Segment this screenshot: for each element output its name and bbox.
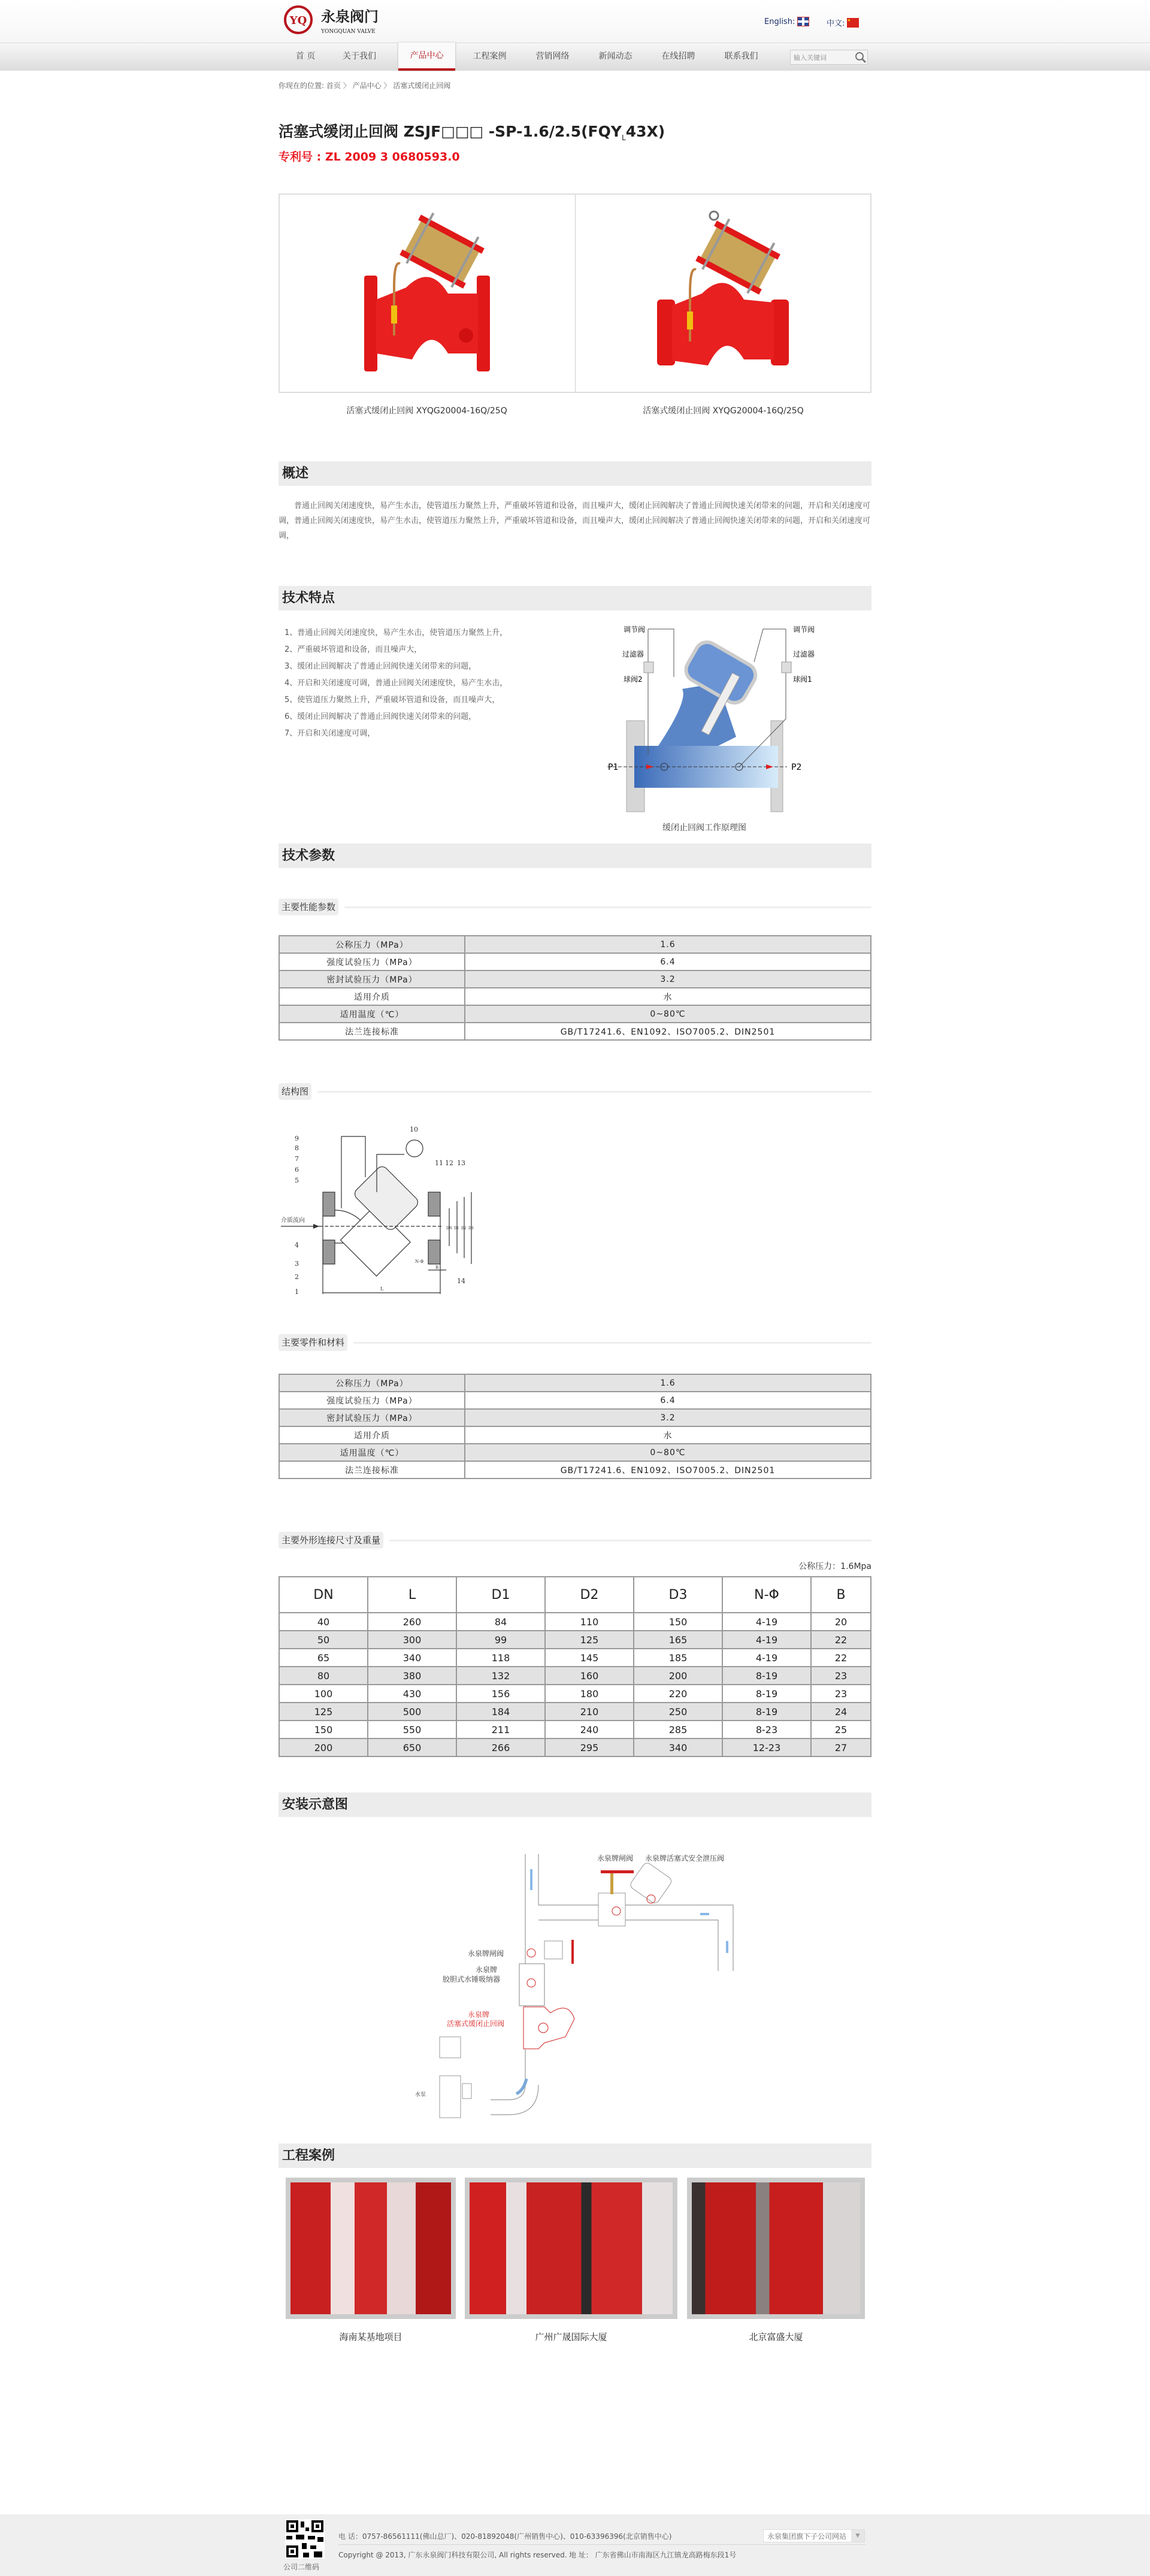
table-cell: 8-19 (722, 1667, 811, 1685)
table-cell: 266 (456, 1739, 545, 1756)
table-cell: 8-19 (722, 1703, 811, 1721)
svg-text:7: 7 (295, 1155, 299, 1163)
table-cell: 22 (811, 1649, 871, 1667)
table-cell: 法兰连接标准 (279, 1461, 465, 1479)
table-cell: 125 (545, 1631, 634, 1649)
table-cell: GB/T17241.6、EN1092、ISO7005.2、DIN2501 (465, 1023, 871, 1040)
table-row (279, 1444, 871, 1461)
svg-text:12: 12 (445, 1159, 453, 1167)
table-cell: 适用温度（℃） (279, 1005, 465, 1023)
table-cell: 165 (634, 1631, 722, 1649)
list-item: 4、开启和关闭速度可调，普通止回阀关闭速度快，易产生水击， (285, 679, 508, 688)
svg-text:球阀2: 球阀2 (624, 675, 643, 684)
lang-english-label: English: (764, 17, 795, 26)
section-overview-heading: 概述 (279, 461, 871, 486)
table-row (279, 1721, 871, 1739)
table-cell: 20 (811, 1613, 871, 1631)
table-cell: 50 (279, 1631, 368, 1649)
working-principle-diagram (598, 611, 838, 839)
dimensions-table (279, 1576, 871, 1757)
nav-home[interactable]: 首 页 (295, 52, 316, 61)
table-cell: 法兰连接标准 (279, 1023, 465, 1040)
subheading-performance: 主要性能参数 (279, 899, 871, 915)
footer-address: 地 址： 广东省佛山市南海区九江镇龙高路梅东段1号 (569, 2551, 737, 2559)
qr-code-icon (285, 2519, 325, 2559)
table-cell: 23 (811, 1667, 871, 1685)
svg-text:D1: D1 (454, 1226, 459, 1230)
table-cell: 110 (545, 1613, 634, 1631)
table-cell: 430 (368, 1685, 456, 1703)
svg-text:活塞式缓闭止回阀: 活塞式缓闭止回阀 (447, 2019, 505, 2028)
footer-tel: 电 话：0757-86561111(佛山总厂)、020-81892048(广州销售中心)、010-63396396(北京销售中心) (338, 2532, 672, 2541)
column-header: D3 (634, 1577, 722, 1613)
table-cell: 4-19 (722, 1631, 811, 1649)
materials-table (279, 1374, 871, 1479)
subheading-dimensions: 主要外形连接尺寸及重量 (279, 1532, 871, 1549)
svg-text:YQ: YQ (289, 14, 307, 27)
table-cell: 适用介质 (279, 1426, 465, 1444)
table-cell: 285 (634, 1721, 722, 1739)
grooved-valve-image (654, 204, 792, 383)
svg-text:5: 5 (295, 1177, 299, 1184)
table-row (279, 953, 871, 970)
nav-news[interactable]: 新闻动态 (598, 52, 632, 61)
table-cell: 8-23 (722, 1721, 811, 1739)
case-photo[interactable] (687, 2178, 865, 2319)
table-cell: 210 (545, 1703, 634, 1721)
table-cell: 160 (545, 1667, 634, 1685)
table-cell: 强度试验压力（MPa） (279, 1392, 465, 1409)
column-header: DN (279, 1577, 368, 1613)
list-item: 6、缓闭止回阀解决了普通止回阀快速关闭带来的问题， (285, 712, 477, 721)
table-cell: 240 (545, 1721, 634, 1739)
table-cell: 100 (279, 1685, 368, 1703)
breadcrumb-current: 活塞式缓闭止回阀 (393, 81, 451, 90)
table-cell: 0~80℃ (465, 1444, 871, 1461)
product-image[interactable] (280, 195, 575, 392)
svg-text:N-Φ: N-Φ (415, 1259, 424, 1264)
search-placeholder: 输入关键词 (794, 53, 827, 62)
nav-about[interactable]: 关于我们 (343, 52, 376, 61)
column-header: B (811, 1577, 871, 1613)
table-row (279, 1631, 871, 1649)
table-row (279, 1409, 871, 1426)
svg-text:P1: P1 (608, 763, 619, 772)
table-row (279, 1005, 871, 1023)
svg-text:球阀1: 球阀1 (793, 675, 812, 684)
installation-diagram (407, 1833, 754, 2127)
nav-network[interactable]: 营销网络 (535, 52, 570, 61)
table-cell: 6.4 (465, 1392, 871, 1409)
table-row (279, 1703, 871, 1721)
table-cell: 水 (465, 988, 871, 1005)
table-row (279, 1649, 871, 1667)
svg-text:4: 4 (295, 1241, 299, 1249)
subsidiary-sites-select[interactable] (763, 2529, 865, 2542)
table-cell: 260 (368, 1613, 456, 1631)
product-caption: 活塞式缓闭止回阀 XYQG20004-16Q/25Q (346, 406, 507, 416)
column-header: D2 (545, 1577, 634, 1613)
table-cell: 550 (368, 1721, 456, 1739)
list-item: 1、普通止回阀关闭速度快，易产生水击，使管道压力聚然上升， (285, 628, 508, 637)
subheading-materials: 主要零件和材料 (279, 1334, 871, 1351)
lang-chinese[interactable] (827, 17, 859, 28)
table-cell: 200 (279, 1739, 368, 1756)
case-caption[interactable]: 广州广晟国际大厦 (535, 2332, 607, 2342)
table-cell: 650 (368, 1739, 456, 1756)
structure-diagram (279, 1120, 482, 1300)
list-item: 2、严重破坏管道和设备，而且噪声大， (285, 645, 422, 654)
table-row (279, 988, 871, 1005)
table-cell: 4-19 (722, 1613, 811, 1631)
svg-text:永泉牌活塞式安全泄压阀: 永泉牌活塞式安全泄压阀 (645, 1854, 725, 1863)
table-row (279, 1667, 871, 1685)
china-flag-icon: ★ (847, 18, 859, 28)
table-cell: 84 (456, 1613, 545, 1631)
svg-text:9: 9 (295, 1135, 299, 1142)
svg-text:3: 3 (295, 1260, 299, 1268)
table-cell: 180 (545, 1685, 634, 1703)
logo-icon (283, 5, 403, 36)
page-container (279, 0, 871, 2576)
table-row (279, 1426, 871, 1444)
table-cell: 200 (634, 1667, 722, 1685)
svg-text:2: 2 (295, 1273, 299, 1281)
table-cell: 23 (811, 1685, 871, 1703)
column-header: L (368, 1577, 456, 1613)
column-header: D1 (456, 1577, 545, 1613)
section-params-heading: 技术参数 (279, 843, 871, 868)
breadcrumb-sep: 〉 (383, 81, 391, 90)
footer-copyright: Copyright @ 2013, 广东永泉阀门科技有限公司, All rights reserved. (338, 2551, 567, 2559)
subheading-structure: 结构图 (279, 1083, 871, 1100)
lang-chinese-label: 中文: (827, 19, 845, 28)
table-cell: 150 (279, 1721, 368, 1739)
table-row (279, 1613, 871, 1631)
table-cell: 3.2 (465, 970, 871, 988)
breadcrumb (279, 80, 450, 90)
breadcrumb-prefix: 你现在的位置: (279, 81, 325, 90)
table-row (279, 1374, 871, 1392)
table-cell: 211 (456, 1721, 545, 1739)
svg-text:水泵: 水泵 (415, 2092, 426, 2098)
table-cell: 4-19 (722, 1649, 811, 1667)
table-cell: 185 (634, 1649, 722, 1667)
select-value: 永泉集团旗下子公司网站 (767, 2532, 847, 2541)
footer-divider (338, 2544, 865, 2545)
svg-text:胶胆式水锤吸纳器: 胶胆式水锤吸纳器 (443, 1975, 501, 1984)
product-image[interactable] (575, 195, 871, 392)
table-cell: 适用温度（℃） (279, 1444, 465, 1461)
table-cell: 295 (545, 1739, 634, 1756)
table-cell: 24 (811, 1703, 871, 1721)
search-icon[interactable] (854, 51, 867, 64)
table-cell: 65 (279, 1649, 368, 1667)
table-cell: 22 (811, 1631, 871, 1649)
flanged-valve-image (358, 204, 496, 383)
table-cell: 340 (634, 1739, 722, 1756)
table-cell: 99 (456, 1631, 545, 1649)
pressure-note: 公称压力：1.6Mpa (798, 1562, 871, 1571)
svg-text:永泉牌闸阀: 永泉牌闸阀 (597, 1854, 634, 1863)
svg-text:1: 1 (295, 1288, 299, 1296)
table-row (279, 1685, 871, 1703)
table-cell: 340 (368, 1649, 456, 1667)
svg-text:YONGQUAN VALVE: YONGQUAN VALVE (321, 29, 376, 35)
svg-text:过滤器: 过滤器 (622, 650, 644, 658)
list-item: 7、开启和关闭速度可调， (285, 729, 376, 738)
svg-text:8: 8 (295, 1144, 299, 1152)
table-row (279, 1739, 871, 1756)
table-cell: 1.6 (465, 936, 871, 953)
column-header: N-Φ (722, 1577, 811, 1613)
table-cell: 8-19 (722, 1685, 811, 1703)
table-row (279, 970, 871, 988)
svg-text:D3: D3 (468, 1226, 474, 1230)
table-cell: 156 (456, 1685, 545, 1703)
lang-english[interactable] (764, 17, 809, 26)
nav-contact[interactable]: 联系我们 (724, 52, 758, 61)
table-cell: 150 (634, 1613, 722, 1631)
breadcrumb-home[interactable]: 首页 (326, 81, 341, 90)
section-install-heading: 安装示意图 (279, 1792, 871, 1817)
svg-text:13: 13 (457, 1159, 465, 1167)
case-photo[interactable] (286, 2178, 456, 2319)
table-cell: 公称压力（MPa） (279, 936, 465, 953)
case-photo[interactable] (465, 2178, 677, 2319)
case-caption[interactable]: 北京富盛大厦 (749, 2332, 803, 2342)
features-list (285, 625, 507, 742)
table-cell: 500 (368, 1703, 456, 1721)
table-cell: 300 (368, 1631, 456, 1649)
table-cell: 12-23 (722, 1739, 811, 1756)
search-input[interactable] (790, 50, 868, 65)
chevron-down-icon[interactable]: ▼ (851, 2530, 864, 2542)
svg-text:调节阀: 调节阀 (624, 625, 646, 634)
table-cell: 40 (279, 1613, 368, 1631)
svg-text:D2: D2 (461, 1226, 467, 1230)
svg-text:11: 11 (435, 1159, 443, 1167)
list-item: 3、缓闭止回阀解决了普通止回阀快速关闭带来的问题， (285, 662, 477, 671)
page-title: 活塞式缓闭止回阀 ZSJF□□□ $-SP-1.6/2.5(FQY_L43X)$ (279, 123, 665, 142)
table-row (279, 936, 871, 953)
overview-text: 普通止回阀关闭速度快，易产生水击，使管道压力聚然上升，严重破坏管道和设备，而且噪声大，缓闭止回阀解决了普通止回阀快速关闭带来的问题，开启和关闭速度可调，普通止回阀关闭速度快，易产生水击，使管道压力聚然上升，严重破坏管道和设备，而且噪声大，缓闭止回阀解决了普通止回阀快速关闭带来的问题，开启和关闭速度可调， (279, 501, 871, 540)
table-cell: 密封试验压力（MPa） (279, 1409, 465, 1426)
uk-flag-icon (797, 17, 809, 26)
svg-text:6: 6 (295, 1166, 299, 1174)
breadcrumb-sep: 〉 (343, 81, 350, 90)
table-cell: GB/T17241.6、EN1092、ISO7005.2、DIN2501 (465, 1461, 871, 1479)
product-caption: 活塞式缓闭止回阀 XYQG20004-16Q/25Q (643, 406, 804, 416)
performance-table (279, 935, 871, 1041)
logo[interactable] (283, 5, 403, 36)
table-cell: 强度试验压力（MPa） (279, 953, 465, 970)
svg-text:B: B (435, 1265, 439, 1270)
qr-label: 公司二维码 (283, 2563, 320, 2571)
table-cell: 1.6 (465, 1374, 871, 1392)
nav-cases[interactable]: 工程案例 (473, 52, 507, 61)
nav-products[interactable]: 产品中心 (398, 43, 455, 71)
svg-text:L: L (380, 1286, 384, 1292)
section-features-heading: 技术特点 (279, 586, 871, 610)
table-cell: 0~80℃ (465, 1005, 871, 1023)
svg-text:缓闭止回阀工作原理图: 缓闭止回阀工作原理图 (662, 823, 746, 833)
svg-text:DN: DN (446, 1226, 453, 1230)
table-row (279, 1461, 871, 1479)
table-cell: 适用介质 (279, 988, 465, 1005)
product-gallery (279, 193, 871, 393)
table-cell: 密封试验压力（MPa） (279, 970, 465, 988)
svg-text:永泉牌: 永泉牌 (476, 1966, 498, 1974)
table-cell: 220 (634, 1685, 722, 1703)
svg-text:10: 10 (410, 1126, 418, 1133)
nav-jobs[interactable]: 在线招聘 (661, 52, 695, 61)
section-cases-heading: 工程案例 (279, 2143, 871, 2168)
list-item: 5、使管道压力聚然上升，严重破坏管道和设备，而且噪声大， (285, 696, 500, 705)
table-cell: 380 (368, 1667, 456, 1685)
table-cell: 184 (456, 1703, 545, 1721)
case-caption[interactable]: 海南某基地项目 (339, 2332, 402, 2342)
svg-text:永泉牌闸阀: 永泉牌闸阀 (468, 1949, 504, 1958)
svg-text:永泉牌: 永泉牌 (468, 2010, 490, 2019)
svg-text:14: 14 (457, 1277, 465, 1285)
svg-text:过滤器: 过滤器 (793, 650, 815, 658)
svg-text:P2: P2 (791, 763, 802, 772)
table-cell: 公称压力（MPa） (279, 1374, 465, 1392)
table-cell: 80 (279, 1667, 368, 1685)
patent-number: 专利号 : ZL 2009 3 0680593.0 (279, 150, 460, 164)
table-cell: 250 (634, 1703, 722, 1721)
table-cell: 118 (456, 1649, 545, 1667)
svg-text:调节阀: 调节阀 (793, 625, 815, 634)
table-cell: 水 (465, 1426, 871, 1444)
table-cell: 125 (279, 1703, 368, 1721)
svg-text:介质流向: 介质流向 (281, 1217, 305, 1224)
table-cell: 25 (811, 1721, 871, 1739)
table-cell: 6.4 (465, 953, 871, 970)
table-row (279, 1023, 871, 1040)
table-cell: 27 (811, 1739, 871, 1756)
table-cell: 145 (545, 1649, 634, 1667)
svg-text:永泉阀门: 永泉阀门 (321, 8, 379, 25)
breadcrumb-products[interactable]: 产品中心 (352, 81, 382, 90)
table-cell: 132 (456, 1667, 545, 1685)
table-row (279, 1392, 871, 1409)
table-cell: 3.2 (465, 1409, 871, 1426)
